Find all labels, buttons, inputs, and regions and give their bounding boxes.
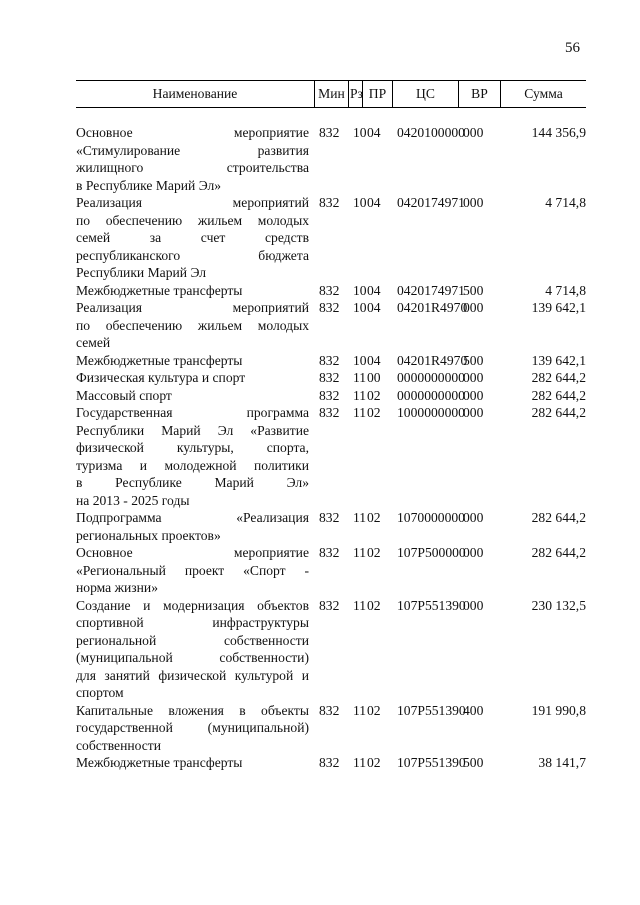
row-name — [76, 754, 315, 772]
table-row — [76, 387, 586, 405]
row-cs: 107P500000 — [397, 545, 466, 560]
row-vr: 500 — [463, 282, 484, 298]
row-min: 832 — [319, 195, 340, 210]
row-sum: 282 644,2 — [531, 545, 586, 560]
row-pr: 04 — [367, 195, 381, 210]
row-sum: 282 644,2 — [531, 510, 586, 525]
row-name-line: Республики Марий Эл «Развитие — [76, 422, 309, 438]
row-pr: 02 — [367, 755, 381, 770]
row-name-line: «Региональный проект «Спорт - — [76, 562, 309, 578]
row-cs: 1070000000 — [397, 510, 465, 525]
row-rz: 10 — [353, 352, 367, 368]
row-sum: 282 644,2 — [531, 405, 586, 420]
row-min: 832 — [319, 370, 340, 385]
row-name-line: спортом — [76, 685, 124, 700]
row-vr: 400 — [463, 702, 484, 718]
row-name-line: туризма и молодежной политики — [76, 457, 309, 473]
row-name — [76, 299, 315, 352]
header-sum: Сумма — [524, 86, 563, 101]
row-min: 832 — [319, 125, 340, 140]
row-pr: 02 — [367, 597, 381, 613]
row-vr: 000 — [463, 387, 484, 403]
row-cs: 1000000000 — [397, 405, 465, 420]
row-name-line: Реализация мероприятий — [76, 195, 309, 210]
row-name-line: жилищного строительства — [76, 160, 309, 175]
row-name-line: Межбюджетные трансферты — [76, 282, 243, 298]
header-rz: Рз — [349, 81, 363, 107]
row-min: 832 — [319, 300, 340, 315]
row-name-line: республиканского бюджета — [76, 247, 309, 263]
row-sum: 282 644,2 — [531, 370, 586, 385]
row-name — [76, 194, 315, 282]
row-name-line: Массовый спорт — [76, 387, 172, 403]
row-vr: 500 — [463, 755, 484, 770]
table-row — [76, 124, 586, 194]
row-rz: 10 — [353, 125, 367, 140]
row-name — [76, 509, 315, 544]
row-pr: 02 — [367, 510, 381, 525]
row-pr: 04 — [367, 352, 381, 368]
row-rz: 11 — [353, 755, 367, 770]
header-vr: ВР — [459, 81, 501, 107]
row-min: 832 — [319, 387, 340, 403]
row-cs: 0000000000 — [397, 370, 465, 385]
table-row — [76, 597, 586, 702]
row-name-line: Реализация мероприятий — [76, 300, 309, 315]
row-name-line: норма жизни» — [76, 580, 158, 595]
table-row — [76, 282, 586, 300]
row-name-line: семей за счет средств — [76, 230, 309, 245]
row-name-line: Основное мероприятие — [76, 125, 309, 140]
row-name-line: собственности — [76, 737, 162, 753]
row-pr: 02 — [367, 545, 381, 560]
row-min: 832 — [319, 352, 340, 368]
row-sum: 282 644,2 — [531, 387, 586, 403]
row-cs: 107P551390 — [397, 755, 466, 770]
row-rz: 11 — [353, 510, 367, 525]
row-pr: 00 — [367, 370, 381, 385]
row-name-line: «Стимулирование развития — [76, 142, 309, 158]
row-name-line: по обеспечению жильем молодых — [76, 212, 309, 228]
row-vr: 500 — [463, 352, 484, 368]
row-min: 832 — [319, 405, 340, 420]
row-cs: 04201R4970 — [397, 352, 468, 368]
row-cs: 0000000000 — [397, 387, 465, 403]
row-cs: 0420100000 — [397, 125, 465, 140]
header-cs: ЦС — [393, 81, 459, 107]
row-sum: 4 714,8 — [545, 282, 586, 298]
row-pr: 02 — [367, 405, 381, 420]
row-vr: 000 — [463, 125, 484, 140]
row-rz: 11 — [353, 545, 367, 560]
row-name-line: в Республике Марий Эл» — [76, 177, 222, 193]
row-vr: 000 — [463, 545, 484, 560]
row-pr: 04 — [367, 125, 381, 140]
row-pr: 04 — [367, 282, 381, 298]
row-sum: 4 714,8 — [545, 195, 586, 210]
row-name — [76, 702, 315, 755]
row-vr: 000 — [463, 597, 484, 613]
row-pr: 02 — [367, 387, 381, 403]
row-cs: 0420174971 — [397, 195, 465, 210]
row-vr: 000 — [463, 370, 484, 385]
row-rz: 11 — [353, 370, 367, 385]
row-vr: 000 — [463, 300, 484, 315]
row-name-line: для занятий физической культурой и — [76, 667, 309, 683]
row-sum: 191 990,8 — [531, 702, 586, 718]
table-row — [76, 352, 586, 370]
row-name-line: государственной (муниципальной) — [76, 720, 309, 735]
row-name-line: физической культуры, спорта, — [76, 440, 309, 455]
row-name — [76, 352, 315, 370]
row-name-line: семей — [76, 335, 111, 350]
row-rz: 10 — [353, 300, 367, 315]
row-name — [76, 544, 315, 597]
header-pr: ПР — [363, 81, 393, 107]
row-name — [76, 124, 315, 194]
row-name-line: региональной собственности — [76, 632, 309, 648]
table-row — [76, 299, 586, 352]
table-row — [76, 702, 586, 755]
row-sum: 139 642,1 — [531, 300, 586, 315]
row-vr: 000 — [463, 405, 484, 420]
row-name-line: Создание и модернизация объектов — [76, 597, 309, 613]
row-rz: 11 — [353, 702, 367, 718]
row-pr: 02 — [367, 702, 381, 718]
row-name-line: региональных проектов» — [76, 527, 221, 543]
row-min: 832 — [319, 510, 340, 525]
header-name: Наименование — [76, 81, 315, 107]
row-name-line: на 2013 - 2025 годы — [76, 492, 190, 508]
table-row — [76, 369, 586, 387]
table-row — [76, 404, 586, 509]
row-name-line: Государственная программа — [76, 405, 309, 420]
row-name-line: спортивной инфраструктуры — [76, 615, 309, 630]
row-name-line: Межбюджетные трансферты — [76, 352, 243, 368]
row-pr: 04 — [367, 300, 381, 315]
row-name — [76, 597, 315, 702]
row-sum: 230 132,5 — [531, 597, 586, 613]
row-name-line: по обеспечению жильем молодых — [76, 317, 309, 333]
row-rz: 11 — [353, 597, 367, 613]
page-number: 56 — [565, 40, 580, 56]
row-name-line: Основное мероприятие — [76, 545, 309, 560]
row-vr: 000 — [463, 510, 484, 525]
row-min: 832 — [319, 282, 340, 298]
row-rz: 10 — [353, 282, 367, 298]
row-name-line: Капитальные вложения в объекты — [76, 702, 309, 718]
row-min: 832 — [319, 545, 340, 560]
row-rz: 11 — [353, 405, 367, 420]
row-min: 832 — [319, 755, 340, 770]
table-row — [76, 544, 586, 597]
row-name-line: Межбюджетные трансферты — [76, 755, 243, 770]
table-row — [76, 509, 586, 544]
row-vr: 000 — [463, 195, 484, 210]
row-sum: 144 356,9 — [531, 125, 586, 140]
table-body — [76, 124, 586, 772]
row-cs: 107P551390 — [397, 702, 466, 718]
row-cs: 0420174971 — [397, 282, 465, 298]
row-cs: 107P551390 — [397, 597, 466, 613]
table-row — [76, 754, 586, 772]
row-min: 832 — [319, 702, 340, 718]
row-sum: 139 642,1 — [531, 352, 586, 368]
budget-table — [76, 80, 586, 772]
row-name-line: Подпрограмма «Реализация — [76, 510, 309, 525]
header-min: Мин — [315, 81, 349, 107]
row-sum: 38 141,7 — [538, 755, 586, 770]
row-name — [76, 387, 315, 405]
row-name-line: в Республике Марий Эл» — [76, 475, 309, 490]
row-rz: 10 — [353, 195, 367, 210]
row-name — [76, 369, 315, 387]
row-name-line: (муниципальной собственности) — [76, 650, 309, 665]
row-name-line: Республики Марий Эл — [76, 265, 207, 280]
table-header — [76, 80, 586, 108]
row-rz: 11 — [353, 387, 367, 403]
table-row — [76, 194, 586, 282]
row-min: 832 — [319, 597, 340, 613]
row-cs: 04201R4970 — [397, 300, 468, 315]
row-name — [76, 404, 315, 509]
row-name — [76, 282, 315, 300]
row-name-line: Физическая культура и спорт — [76, 370, 246, 385]
